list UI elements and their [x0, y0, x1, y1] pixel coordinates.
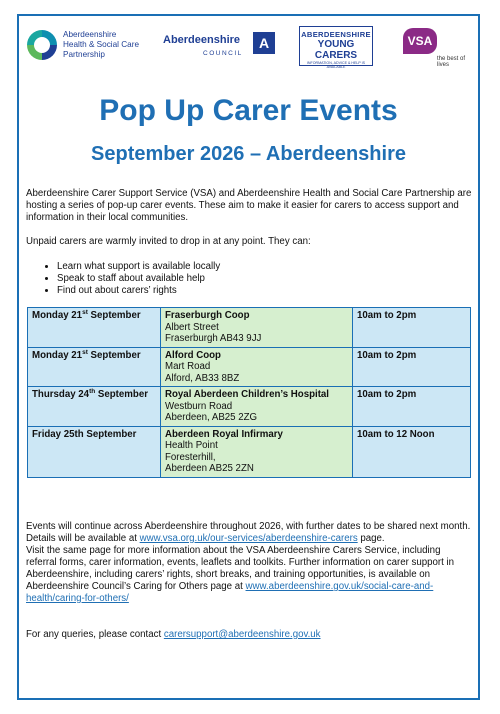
young-carers-mid: YOUNG CARERS: [314, 39, 358, 61]
vsa-badge-icon: VSA: [403, 28, 437, 54]
partnership-ring-icon: [27, 30, 57, 60]
table-row: [28, 387, 471, 427]
event-venue: [161, 347, 353, 387]
council-name: Aberdeenshire: [163, 34, 241, 46]
page-subtitle: September 2026 – Aberdeenshire: [91, 143, 406, 165]
event-time: 10am to 2pm: [353, 387, 471, 427]
benefits-list: [41, 261, 220, 297]
table-row: [28, 347, 471, 387]
venue-address: Foresterhill,: [165, 451, 216, 463]
event-date: Monday 21st September: [28, 308, 161, 348]
young-carers-bot: INFORMATION, ADVICE & HELP IS AVAILABLE: [306, 61, 366, 69]
venue-address: Fraserburgh AB43 9JJ: [165, 333, 262, 344]
ahscp-line-1: Aberdeenshire: [63, 30, 117, 39]
ahscp-logo: [27, 28, 177, 64]
invite-paragraph: Unpaid carers are warmly invited to drop in at any point. They can:: [26, 236, 311, 247]
venue-name: Aberdeen Royal Infirmary: [165, 428, 283, 440]
venue-address: Aberdeen, AB25 2ZG: [165, 412, 258, 423]
page-title: Pop Up Carer Events: [99, 94, 398, 127]
contact-email-link[interactable]: carersupport@aberdeenshire.gov.uk: [163, 629, 321, 640]
contact-paragraph: For any queries, please contact carersupport@aberdeenshire.gov.uk: [26, 629, 321, 640]
further-info-paragraph: Events will continue across Aberdeenshire throughout 2026, with further dates to be shared next month. Details will be available at www.vsa.org.uk/our-services/aberdeenshire-carers page. Visit the same page for more information about the VSA Aberdeenshire Carers Service, including referral forms, carer information, events, leaflets and toolkits. Further information on carer support in Aberdeenshire, including carers’ rights, short breaks, and training opportunities, is available on Aberdeenshire Council’s Caring for Others page at www.aberdeenshire.gov.uk/social-care-and-health/caring-for-others/: [26, 521, 471, 604]
venue-address: Health Point: [165, 440, 218, 451]
table-row: [28, 426, 471, 477]
list-item: • Speak to staff about available help: [57, 273, 220, 285]
ahscp-line-3: Partnership: [63, 50, 105, 59]
young-carers-top: ABERDEENSHIRE: [301, 30, 371, 39]
vsa-carers-link[interactable]: www.vsa.org.uk/our-services/aberdeenshire-carers: [139, 533, 358, 544]
poster-frame: [17, 14, 480, 700]
vsa-tagline: the best of lives: [437, 56, 466, 68]
logo-bar: [19, 22, 478, 70]
council-caring-link[interactable]: www.aberdeenshire.gov.uk/social-care-and-health/caring-for-others/: [26, 581, 434, 604]
list-item: • Find out about carers’ rights: [57, 285, 220, 297]
ahscp-line-2: Health & Social Care: [63, 40, 139, 49]
venue-name: Alford Coop: [165, 349, 221, 361]
event-venue: [161, 308, 353, 348]
council-badge-icon: A: [253, 32, 275, 54]
event-venue: [161, 387, 353, 427]
venue-name: Royal Aberdeen Children’s Hospital: [165, 389, 330, 400]
venue-address: Aberdeen AB25 2ZN: [165, 463, 254, 474]
event-time: 10am to 2pm: [353, 308, 471, 348]
young-carers-logo: [299, 26, 373, 69]
council-logo: [163, 30, 275, 64]
table-row: [28, 308, 471, 348]
event-date: Monday 21st September: [28, 347, 161, 387]
venue-address: Albert Street: [165, 321, 219, 333]
venue-address: Mart Road: [165, 361, 211, 372]
venue-name: Fraserburgh Coop: [165, 310, 250, 321]
council-sub: COUNCIL: [203, 50, 243, 57]
event-date: Thursday 24th September: [28, 387, 161, 427]
event-date: Friday 25th September: [28, 426, 161, 477]
event-time: 10am to 12 Noon: [353, 426, 471, 477]
event-time: 10am to 2pm: [353, 347, 471, 387]
venue-address: Westburn Road: [165, 400, 233, 412]
venue-address: Alford, AB33 8BZ: [165, 372, 240, 384]
events-table: [27, 307, 471, 478]
vsa-logo: [403, 28, 475, 66]
list-item: • Learn what support is available locally: [57, 261, 220, 273]
intro-paragraph: Aberdeenshire Carer Support Service (VSA) and Aberdeenshire Health and Social Care Partnership are hosting a series of pop-up carer events. These aim to make it easier for carers to access support and information in their local communities.: [26, 188, 472, 223]
event-venue: [161, 426, 353, 477]
